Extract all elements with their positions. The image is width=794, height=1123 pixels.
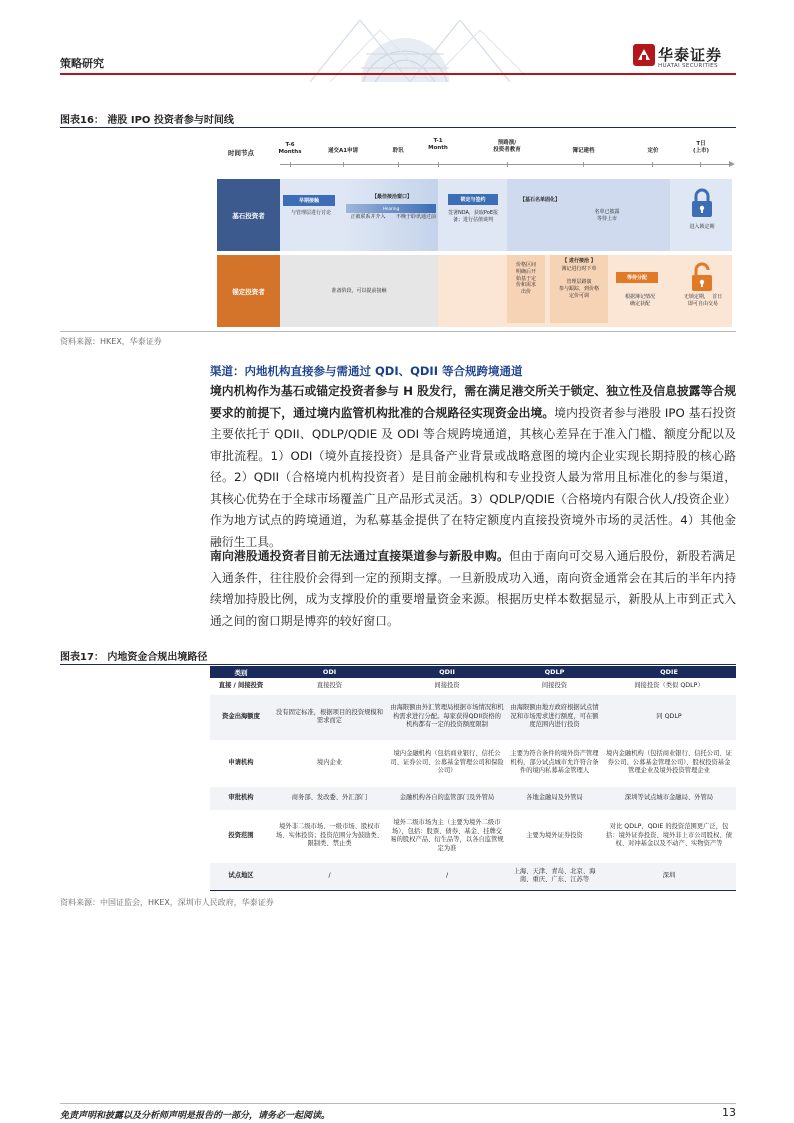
table-cell: 境外非二级市场、一级市场、股权市场、实体投资；投资范围分为鼓励类、限制类、禁止类 [272,810,387,862]
table-cell: 由海限额由外汇管理局根据市场情况和机构需求进行分配。每家获得QDII资格的机构都有一定的投资额度限制 [387,694,507,740]
table-cell: 同 QDLP [602,694,736,740]
table-row [210,678,736,694]
timeline-point-roadshow: 预路演/ 投资者教育 [493,140,521,153]
col-qdlp: QDLP [507,666,602,678]
table-row [210,786,736,810]
early-contact-badge: 早期接触 [283,195,335,206]
brand-logo [633,44,737,72]
table-cell: 间接投资 [387,678,507,694]
table-cell: 境内金融机构（包括商业银行、信托公司、证券公司、公募基金管理公司和保险公司） [387,740,507,786]
channel-table [210,666,736,891]
row-header: 审批机构 [210,786,272,810]
table-cell: 境内企业 [272,740,387,786]
table-cell: 间接投资 [507,678,602,694]
timeline-point-pricing: 定价 [647,148,659,154]
best-window-title: 【最佳接洽窗口】 [371,194,412,200]
timeline-point-t6: T-6 Months [278,142,302,155]
table-cell: 境外二级市场为主（主要为境外二级市场），包括：股票、债券、基金、挂牌交易的股权产品、衍生品等，以各自监管规定为准 [387,810,507,862]
lock-sign-text: 签署NDA，获取PoE报备；进行估值谈判 [448,210,498,223]
figure17-source: 资料来源：中国证监会，HKEX，深圳市人民政府，华泰证券 [60,898,274,907]
paragraph-2-lead: 南向港股通投资者目前无法通过直接渠道参与新股申购。 [210,549,509,563]
table-row [210,694,736,740]
huatai-logo-icon [633,44,655,66]
timeline-point-a1: 递交A1申请 [327,148,359,154]
hearing-tag: Hearing [382,206,400,211]
table-row [210,862,736,890]
timeline-axis [280,164,732,165]
figure16-caption: 图表16： 港股 IPO 投资者参与时间线 [60,115,234,126]
row-header: 直接 / 间接投资 [210,678,272,694]
timeline-point-bookbuilding: 簿记建档 [572,148,595,154]
anchor-bid-text: 价格区间 明确后开 始基于定 价和需求 出价 [515,262,536,295]
table-cell: 主要为境外证券投资 [507,810,602,862]
col-qdii: QDII [387,666,507,678]
table-cell: 直接投资 [272,678,387,694]
logo-english: HUATAI SECURITIES [658,63,718,69]
figure16-bottom-rule [60,331,736,332]
await-allocation-badge: 等待分配 [616,272,658,283]
page-number: 13 [722,1106,736,1119]
col-qdie: QDIE [602,666,736,678]
table-cell: 深圳等试点城市金融局、外管局 [602,786,736,810]
section-title: 策略研究 [60,57,104,70]
timeline-arrow-icon [729,161,735,167]
before-hearing-text: 不晚于聆讯通过前 [395,214,436,220]
early-contact-text: 与管理层进行讨论 [290,210,331,216]
timeline-tick [507,162,508,167]
timeline-tick [438,162,439,167]
timeline-tick [290,162,291,167]
row-label-cornerstone: 基石投资者 [217,179,280,251]
table-cell: 由海限额由地方政府根据试点情况和市场需求进行额度，可在额度范围内进行投资 [507,694,602,740]
paragraph-1-lead: 境内机构作为基石或锚定投资者参与 H 股发行，需在满足港交所关于锁定、独立性及信息披露等合规要求的前提下，通过境内监管机构批准的合规路径实现资金出境。 [210,384,736,420]
table-cell: 主要为符合条件的境外资产管理机构，部分试点城市允许符合条件的境内私募基金管理人 [507,740,602,786]
timeline-tick [343,162,344,167]
logo-chinese: 华泰证券 [658,46,723,64]
anchor-engage-text2: 管理层路演 参与跟踪，到价格 定价可调 [558,279,599,299]
timeline-label: 时间节点 [228,149,254,157]
table-cell: 间接投资（类似 QDLP） [602,678,736,694]
approached-text: 正被联系并介入 [350,214,386,220]
table-cell: / [272,862,387,890]
lock-sign-badge: 锁定与签约 [448,194,498,205]
table-header-row [210,666,736,678]
row-label-anchor: 锚定投资者 [217,255,280,327]
table-cell: 金融机构各自的监管部门及外管局 [387,786,507,810]
row-header: 申请机构 [210,740,272,786]
list-fixed-title: 【基石名单固化】 [519,197,560,203]
anchor-engage-title: 【 进行接洽 】 [562,258,596,264]
col-odi: ODI [272,666,387,678]
timeline-tick [652,162,653,167]
table-cell: / [387,862,507,890]
row-header: 试点地区 [210,862,272,890]
timeline-tick [583,162,584,167]
table-row [210,810,736,862]
allocation-text: 根据簿记情况 确定获配 [624,294,655,307]
row-header: 资金出海额度 [210,694,272,740]
figure16-rule [60,127,736,128]
paragraph-1-body: 境内投资者参与港股 IPO 基石投资主要依托于 QDII、QDLP/QDIE 及 ODI 等合规跨境通道，其核心差异在于准入门槛、额度分配以及审批流程。1）ODI（境外直接投资）是具备产业背景或战略意图的境内企业实现长期持股的核心路径。2）QDII（合格境内机构投资者）是目前金融机构和专业投资人最为常用且标准化的参与渠道，其核心优势在于全球市场覆盖广且产品形式灵活。3）QDLP/QDIE（合格境内有限合伙人/投资企业）作为地方试点的跨境通道，为私募基金提供了在特定额度内直接投资境外市场的灵活性。4）其他金融衍生工具。 [210,405,736,549]
table-cell: 对比 QDLP，QDIE 的投资范围更广泛，包括：境外证券投资、境外非上市公司股权、债权、对冲基金以及不动产、实物资产等 [602,810,736,862]
table-cell: 境内金融机构（包括商业银行、信托公司、证券公司、公募基金管理公司）、股权投资基金管理企业及境外投资管理企业 [602,740,736,786]
lockup-text: 进入锁定期 [689,224,715,230]
table-cell: 商务部、发改委、外汇部门 [272,786,387,810]
figure16-source: 资料来源：HKEX，华泰证券 [60,337,162,346]
footer-rule [60,1103,736,1104]
figure17-caption: 图表17： 内地资金合规出境路径 [60,652,208,663]
anchor-prep-text: 准备阶段，可以提前接触 [331,288,387,294]
timeline-tick [398,162,399,167]
table-cell: 深圳 [602,862,736,890]
table-cell: 上海、天津、青岛、北京、海南、重庆、广东、江苏等 [507,862,602,890]
paragraph-1 [210,381,736,553]
lock-open-icon [691,262,713,292]
anchor-engage-text1: 簿记进行时下单 [561,266,597,272]
row-header: 投资范围 [210,810,272,862]
list-disclosed-text: 名单已披露 等待上市 [594,209,620,222]
header-rule [60,73,736,75]
table-cell: 没有固定标准，根据项目的投资规模和需求而定 [272,694,387,740]
paragraph-2-body: 但由于南向可交易入通后股份，新股若满足入通条件，往往股价会得到一定的预期支撑。一旦新股成功入通，南向资金通常会在其后的半年内持续增加持股比例，成为支撑股价的重要增量资金来源。根据历史样本数据显示，新股从上市到正式入通之间的窗口期是博弈的较好窗口。 [210,549,736,628]
table-row [210,740,736,786]
paragraph-2 [210,546,736,632]
timeline-tick [700,162,701,167]
table-cell: 各地金融局及外管局 [507,786,602,810]
timeline-point-t1: T-1 Month [428,138,448,151]
timeline-point-hearing: 聆讯 [392,148,404,154]
col-category: 类别 [210,666,272,678]
channel-heading: 渠道：内地机构直接参与需通过 QDI、QDII 等合规跨境通道 [210,364,523,378]
footer-disclaimer: 免责声明和披露以及分析师声明是报告的一部分，请务必一起阅读。 [60,1111,331,1121]
timeline-point-listing: T日 (上市) [692,141,710,154]
lock-closed-icon [691,188,713,218]
free-trade-text: 无锁定期， 首日 即可自由交易 [683,294,723,307]
figure17-rule [60,664,736,665]
